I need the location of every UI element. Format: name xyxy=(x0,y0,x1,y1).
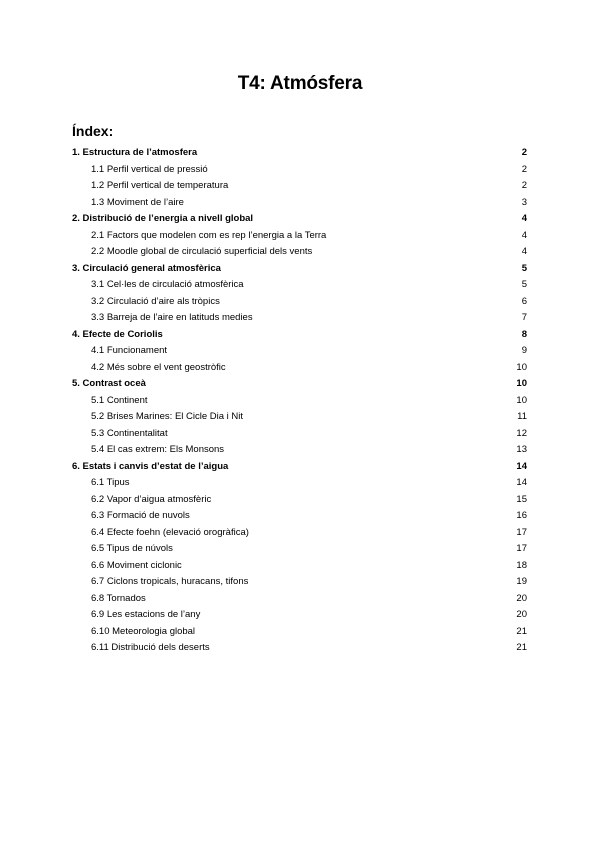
toc-page-number: 13 xyxy=(516,444,527,455)
toc-page-number: 2 xyxy=(521,147,527,158)
toc-entry-title: 4. Efecte de Coriolis xyxy=(72,328,163,340)
toc-page-number: 19 xyxy=(516,576,527,587)
toc-entry-title: 5.2 Brises Marines: El Cicle Dia i Nit xyxy=(91,411,244,422)
toc-subsection-entry[interactable] xyxy=(72,525,527,542)
toc-section-entry[interactable] xyxy=(72,459,527,476)
toc-entry-title: 6.6 Moviment ciclonic xyxy=(91,559,182,571)
toc-entry-title: 4.2 Més sobre el vent geostròfic xyxy=(91,361,226,373)
toc-subsection-entry[interactable] xyxy=(72,162,527,179)
toc-page-number: 12 xyxy=(516,427,527,439)
toc-subsection-entry[interactable] xyxy=(72,624,527,641)
toc-subsection-entry[interactable] xyxy=(72,591,527,608)
toc-subsection-entry[interactable] xyxy=(72,426,527,443)
toc-entry-title: 5.4 El cas extrem: Els Monsons xyxy=(91,444,225,455)
toc-entry-title: 6.1 Tipus xyxy=(91,477,130,488)
toc-subsection-entry[interactable] xyxy=(72,393,527,410)
toc-entry-title: 5.1 Continent xyxy=(91,394,148,406)
toc-subsection-entry[interactable] xyxy=(72,475,527,492)
toc-page-number: 8 xyxy=(521,328,527,340)
toc-subsection-entry[interactable] xyxy=(72,195,527,212)
toc-subsection-entry[interactable] xyxy=(72,607,527,624)
toc-subsection-entry[interactable] xyxy=(72,640,527,657)
toc-subsection-entry[interactable] xyxy=(72,541,527,558)
toc-entry-title: 6.2 Vapor d’aigua atmosfèric xyxy=(91,493,212,505)
toc-subsection-entry[interactable] xyxy=(72,343,527,360)
toc-entry-title: 2.1 Factors que modelen com es rep l’energia a la Terra xyxy=(91,229,327,241)
toc-page-number: 14 xyxy=(516,460,527,472)
toc-subsection-entry[interactable] xyxy=(72,277,527,294)
toc-page-number: 20 xyxy=(516,609,527,620)
toc-entry-title: 6.4 Efecte foehn (elevació orogràfica) xyxy=(91,526,249,538)
toc-entry-title: 5. Contrast oceà xyxy=(72,378,146,389)
index-heading: Índex: xyxy=(72,123,114,139)
toc-section-entry[interactable] xyxy=(72,376,527,393)
toc-subsection-entry[interactable] xyxy=(72,228,527,245)
toc-section-entry[interactable] xyxy=(72,211,527,228)
toc-page-number: 18 xyxy=(516,559,527,571)
toc-subsection-entry[interactable] xyxy=(72,360,527,377)
toc-subsection-entry[interactable] xyxy=(72,508,527,525)
toc-subsection-entry[interactable] xyxy=(72,492,527,509)
toc-page-number: 10 xyxy=(516,378,527,389)
toc-entry-title: 5.3 Continentalitat xyxy=(91,427,168,439)
document-title: T4: Atmósfera xyxy=(237,73,363,94)
toc-subsection-entry[interactable] xyxy=(72,310,527,327)
toc-entry-title: 6.7 Ciclons tropicals, huracans, tifons xyxy=(91,576,249,587)
toc-entry-title: 3.3 Barreja de l’aire en latituds medies xyxy=(91,312,253,323)
toc-subsection-entry[interactable] xyxy=(72,409,527,426)
toc-page-number: 4 xyxy=(521,246,527,257)
toc-subsection-entry[interactable] xyxy=(72,244,527,261)
toc-entry-title: 6.11 Distribució dels deserts xyxy=(91,642,210,653)
toc-page-number: 5 xyxy=(521,262,527,274)
toc-page-number: 14 xyxy=(516,477,527,488)
toc-page-number: 9 xyxy=(521,345,527,356)
toc-entry-title: 1.1 Perfil vertical de pressió xyxy=(91,163,208,175)
toc-entry-title: 6.10 Meteorologia global xyxy=(91,625,196,637)
toc-subsection-entry[interactable] xyxy=(72,558,527,575)
toc-page-number: 7 xyxy=(521,312,527,323)
toc-page-number: 15 xyxy=(516,493,527,505)
toc-entry-title: 6. Estats i canvis d’estat de l’aigua xyxy=(72,460,229,472)
toc-section-entry[interactable] xyxy=(72,327,527,344)
toc-entry-title: 3. Circulació general atmosfèrica xyxy=(72,262,221,274)
toc-entry-title: 3.2 Circulació d’aire als tròpics xyxy=(91,295,220,307)
toc-page-number: 21 xyxy=(516,625,527,637)
toc-subsection-entry[interactable] xyxy=(72,442,527,459)
toc-entry-title: 6.5 Tipus de núvols xyxy=(91,543,173,554)
toc-section-entry[interactable] xyxy=(72,261,527,278)
toc-page-number: 21 xyxy=(516,642,527,653)
toc-page-number: 20 xyxy=(516,592,527,604)
toc-entry-title: 1. Estructura de l’atmosfera xyxy=(72,147,198,158)
toc-page-number: 17 xyxy=(516,526,527,538)
toc-entry-title: 6.8 Tornados xyxy=(91,592,146,604)
toc-page-number: 10 xyxy=(516,361,527,373)
toc-subsection-entry[interactable] xyxy=(72,294,527,311)
toc-page-number: 4 xyxy=(521,213,527,224)
toc-page-number: 3 xyxy=(521,196,527,208)
toc-entry-title: 6.9 Les estacions de l’any xyxy=(91,609,201,620)
toc-subsection-entry[interactable] xyxy=(72,574,527,591)
toc-page-number: 17 xyxy=(516,543,527,554)
toc-page-number: 5 xyxy=(521,279,527,290)
toc-entry-title: 6.3 Formació de nuvols xyxy=(91,510,190,521)
toc-page-number: 10 xyxy=(516,394,527,406)
toc-page-number: 11 xyxy=(517,411,527,422)
toc-page-number: 2 xyxy=(521,180,527,191)
toc-entry-title: 1.3 Moviment de l’aire xyxy=(91,196,184,208)
toc-page-number: 6 xyxy=(521,295,527,307)
table-of-contents xyxy=(72,145,527,657)
toc-page-number: 16 xyxy=(516,510,527,521)
toc-entry-title: 2.2 Moodle global de circulació superficial dels vents xyxy=(91,246,313,257)
toc-section-entry[interactable] xyxy=(72,145,527,162)
toc-entry-title: 1.2 Perfil vertical de temperatura xyxy=(91,180,229,191)
toc-subsection-entry[interactable] xyxy=(72,178,527,195)
toc-entry-title: 2. Distribució de l’energia a nivell global xyxy=(72,213,254,224)
toc-entry-title: 4.1 Funcionament xyxy=(91,345,168,356)
toc-page-number: 2 xyxy=(521,163,527,175)
toc-page-number: 4 xyxy=(521,229,527,241)
toc-entry-title: 3.1 Cel·les de circulació atmosfèrica xyxy=(91,279,244,290)
